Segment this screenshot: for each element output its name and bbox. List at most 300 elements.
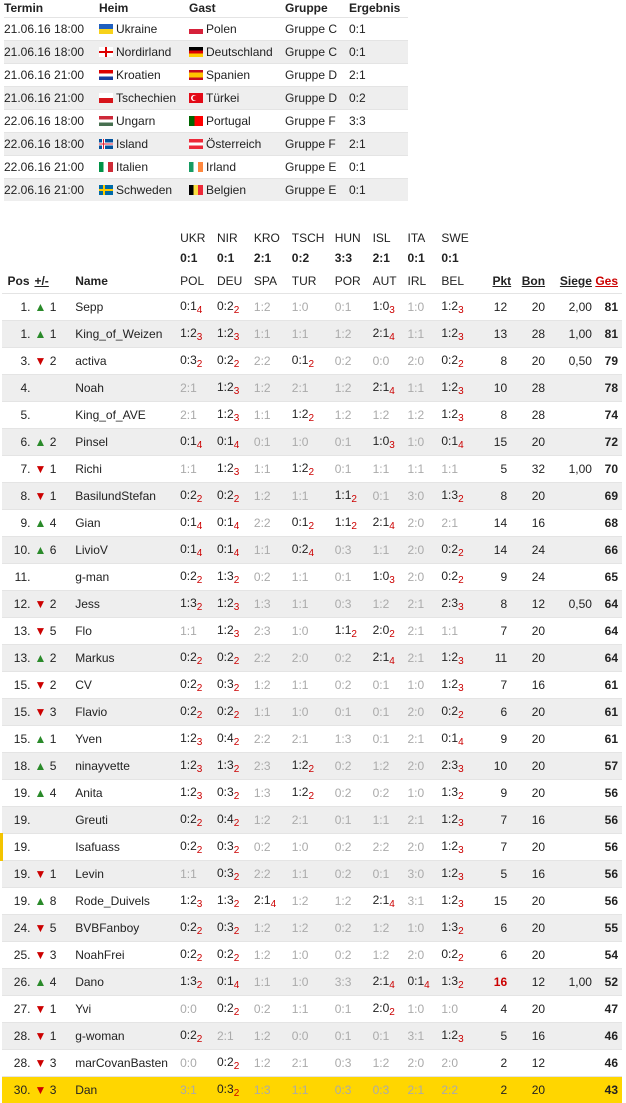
arrow-down-icon: ▼: [34, 1002, 47, 1016]
tip-cell: [217, 969, 254, 996]
tip-value: 1:0: [291, 705, 309, 719]
tip-cell: [217, 645, 254, 672]
tip-value: 1:2: [180, 757, 197, 772]
rank-pkt: 8: [480, 591, 511, 618]
tip-value: 1:1: [291, 867, 309, 881]
tip-value: 0:0: [180, 1056, 197, 1070]
tip-cell: [335, 861, 373, 888]
rank-ges: 56: [592, 780, 622, 807]
rank-pkt: 4: [480, 996, 511, 1023]
tip-value: 1:3: [441, 487, 459, 502]
tip-points: 2: [196, 493, 203, 505]
tip-cell: [441, 564, 480, 591]
tip-cell: [292, 564, 335, 591]
player-name[interactable]: Gian: [75, 510, 180, 537]
ranking-row: [2, 348, 623, 375]
ranking-row: [2, 699, 623, 726]
tip-cell: [373, 483, 408, 510]
player-name[interactable]: Yvi: [75, 996, 180, 1023]
rank-pkt: 8: [480, 348, 511, 375]
tip-cell: [254, 645, 292, 672]
tip-value: 3:0: [407, 489, 425, 503]
tip-points: 2: [458, 547, 464, 559]
tip-cell: [292, 1023, 335, 1050]
tip-points: 4: [233, 547, 240, 559]
tip-cell: [441, 726, 480, 753]
rank-bon: 20: [511, 780, 545, 807]
header-ergebnis: Ergebnis: [349, 0, 401, 15]
ranking-row: [2, 726, 623, 753]
match-ergebnis: 0:1: [349, 156, 408, 179]
tip-value: 0:2: [441, 541, 459, 556]
header-movement-label: +/-: [34, 274, 49, 288]
tip-cell: [217, 618, 254, 645]
tip-value: 1:1: [407, 462, 425, 476]
tip-value: 1:1: [291, 327, 309, 341]
match-row: [4, 110, 408, 133]
tip-cell: [217, 483, 254, 510]
rank-pos: 30.: [2, 1077, 35, 1103]
match-heim: [99, 41, 189, 64]
ranking-row: [2, 861, 623, 888]
tip-value: 1:1: [441, 624, 459, 638]
tip-value: 1:3: [441, 919, 459, 934]
tip-cell: [180, 618, 217, 645]
movement-value: 2: [49, 678, 57, 692]
tip-cell: [254, 429, 292, 456]
tip-cell: [335, 888, 373, 915]
tip-cell: [335, 996, 373, 1023]
tip-cell: [335, 402, 373, 429]
player-name[interactable]: Levin: [75, 861, 180, 888]
player-name[interactable]: activa: [75, 348, 180, 375]
tip-value: 1:1: [253, 327, 271, 341]
tip-cell: [441, 672, 480, 699]
rank-ges: 69: [592, 483, 622, 510]
tip-cell: [335, 1050, 373, 1077]
tip-cell: [254, 699, 292, 726]
tip-points: 3: [458, 412, 464, 424]
tip-value: 1:2: [253, 300, 271, 314]
rank-bon: 20: [511, 429, 545, 456]
rank-bon: 20: [511, 996, 545, 1023]
tip-cell: [407, 726, 441, 753]
be-flag-icon: [189, 185, 203, 195]
tip-value: 1:3: [180, 595, 197, 610]
rank-bon: 20: [511, 294, 545, 321]
tip-cell: [441, 375, 480, 402]
rank-pos: 19.: [2, 888, 35, 915]
tip-value: 1:2: [441, 811, 459, 826]
tip-value: 3:1: [407, 1029, 425, 1043]
match-termin: 21.06.16 18:00: [4, 41, 99, 64]
tip-cell: [407, 645, 441, 672]
tip-cell: [373, 672, 408, 699]
tip-points: 3: [458, 871, 464, 883]
rank-bon: 20: [511, 834, 545, 861]
match-termin: 21.06.16 21:00: [4, 64, 99, 87]
tip-value: 2:1: [441, 516, 459, 530]
ranking-row: [2, 753, 623, 780]
tip-value: 1:3: [441, 973, 459, 988]
tip-cell: [441, 942, 480, 969]
rank-movement: [34, 402, 75, 429]
rank-siege: [545, 483, 592, 510]
player-name[interactable]: Jess: [75, 591, 180, 618]
rank-pos: 28.: [2, 1050, 35, 1077]
rank-bon: 16: [511, 510, 545, 537]
arrow-up-icon: ▲: [34, 894, 47, 908]
tip-cell: [292, 942, 335, 969]
tip-value: 3:0: [407, 867, 425, 881]
match-heim-label: Tschechien: [116, 91, 177, 105]
tip-points: 2: [308, 358, 315, 370]
tip-value: 2:2: [441, 1083, 459, 1097]
tip-cell: [292, 915, 335, 942]
tip-cell: [335, 537, 373, 564]
tip-value: 1:3: [180, 973, 197, 988]
rank-bon: 20: [511, 618, 545, 645]
ranking-row: [2, 402, 623, 429]
tip-points: 2: [233, 655, 240, 667]
player-name[interactable]: Dan: [75, 1077, 180, 1103]
rank-ges: 78: [592, 375, 622, 402]
tip-value: 1:2: [372, 759, 390, 773]
tip-cell: [373, 618, 408, 645]
tip-value: 1:0: [407, 1002, 425, 1016]
movement-value: 8: [49, 894, 57, 908]
match-heim: [99, 179, 189, 202]
match-ergebnis: 0:2: [349, 87, 408, 110]
tip-value: 0:2: [253, 840, 271, 854]
tip-cell: [217, 510, 254, 537]
player-name[interactable]: CV: [75, 672, 180, 699]
game-head: HUN: [334, 230, 361, 245]
rank-siege: 1,00: [545, 321, 592, 348]
tip-value: 0:2: [217, 703, 234, 718]
tip-cell: [217, 1050, 254, 1077]
tip-value: 0:2: [180, 838, 197, 853]
movement-value: 5: [49, 624, 57, 638]
rank-siege: 0,50: [545, 591, 592, 618]
rank-movement: [34, 699, 75, 726]
tip-value: 2:2: [372, 840, 390, 854]
rank-pkt: 9: [480, 726, 511, 753]
rank-movement: [34, 996, 75, 1023]
player-name[interactable]: marCovanBasten: [75, 1050, 180, 1077]
tip-value: 1:0: [372, 298, 390, 313]
tip-value: 1:2: [372, 921, 390, 935]
header-pkt[interactable]: [480, 269, 511, 294]
tip-cell: [407, 564, 441, 591]
tip-cell: [335, 834, 373, 861]
rank-movement: [34, 294, 75, 321]
pt-flag-icon: [189, 116, 203, 126]
movement-value: 5: [49, 759, 57, 773]
movement-value: 2: [49, 597, 57, 611]
tip-value: 0:1: [180, 514, 197, 529]
arrow-down-icon: ▼: [34, 1029, 47, 1043]
tip-cell: [335, 807, 373, 834]
rank-pkt: 16: [480, 969, 511, 996]
tip-value: 1:1: [372, 543, 390, 557]
tip-cell: [180, 888, 217, 915]
tip-cell: [217, 915, 254, 942]
game-head: ISL: [372, 230, 391, 245]
tip-value: 1:1: [253, 705, 271, 719]
match-gruppe: Gruppe C: [285, 18, 349, 41]
player-name[interactable]: Isafuass: [75, 834, 180, 861]
tip-cell: [217, 429, 254, 456]
player-name[interactable]: ninayvette: [75, 753, 180, 780]
tip-value: 0:3: [180, 352, 197, 367]
tip-points: 2: [458, 790, 464, 802]
tip-cell: [292, 618, 335, 645]
tip-value: 0:2: [180, 811, 197, 826]
tip-value: 2:2: [253, 516, 271, 530]
tip-points: 4: [389, 898, 395, 910]
tip-cell: [373, 780, 408, 807]
rank-ges: 74: [592, 402, 622, 429]
tip-cell: [292, 699, 335, 726]
tip-cell: [335, 672, 373, 699]
tip-cell: [254, 780, 292, 807]
tip-cell: [441, 429, 480, 456]
movement-value: 4: [49, 516, 57, 530]
tip-value: 1:2: [253, 813, 271, 827]
player-name[interactable]: Pinsel: [75, 429, 180, 456]
rank-pkt: 7: [480, 807, 511, 834]
tip-value: 1:2: [253, 1029, 271, 1043]
match-ergebnis: 0:1: [349, 41, 408, 64]
tip-cell: [407, 915, 441, 942]
rank-pos: 1.: [2, 321, 35, 348]
tip-cell: [373, 537, 408, 564]
arrow-up-icon: ▲: [34, 786, 47, 800]
tip-cell: [335, 726, 373, 753]
tip-value: 1:1: [291, 1002, 309, 1016]
tip-cell: [254, 888, 292, 915]
rank-pkt: 14: [480, 510, 511, 537]
rank-siege: 1,00: [545, 456, 592, 483]
rank-movement: [34, 510, 75, 537]
player-name[interactable]: BasilundStefan: [75, 483, 180, 510]
header-pos: Pos: [7, 274, 30, 288]
player-name[interactable]: BVBFanboy: [75, 915, 180, 942]
player-name[interactable]: King_of_Weizen: [75, 321, 180, 348]
player-name[interactable]: Greuti: [75, 807, 180, 834]
tip-value: 1:2: [217, 325, 234, 340]
rank-bon: 20: [511, 915, 545, 942]
tip-value: 0:2: [180, 649, 197, 664]
header-bon[interactable]: [511, 269, 545, 294]
tip-value: 0:2: [180, 1027, 197, 1042]
player-name[interactable]: Richi: [75, 456, 180, 483]
rank-ges: 56: [592, 807, 622, 834]
tip-cell: [217, 375, 254, 402]
tip-value: 2:2: [253, 732, 271, 746]
arrow-up-icon: ▲: [34, 516, 47, 530]
tip-points: 3: [389, 439, 395, 451]
tip-cell: [407, 969, 441, 996]
player-name[interactable]: NoahFrei: [75, 942, 180, 969]
match-gast-label: Türkei: [206, 91, 240, 105]
player-name[interactable]: Noah: [75, 375, 180, 402]
tip-value: 2:1: [372, 325, 390, 340]
tip-points: 3: [458, 655, 464, 667]
player-name[interactable]: Dano: [75, 969, 180, 996]
tip-value: 0:2: [441, 703, 459, 718]
rank-ges: 79: [592, 348, 622, 375]
arrow-up-icon: ▲: [34, 759, 47, 773]
tip-value: 2:3: [441, 595, 459, 610]
movement-value: 2: [49, 435, 57, 449]
tip-value: 1:2: [217, 460, 234, 475]
tip-cell: [180, 1050, 217, 1077]
ranking-row: [2, 645, 623, 672]
tip-cell: [335, 699, 373, 726]
tip-value: 1:2: [441, 838, 459, 853]
rank-pos: 8.: [2, 483, 35, 510]
tip-value: 0:4: [217, 811, 234, 826]
rank-siege: [545, 915, 592, 942]
tip-value: 0:3: [217, 838, 234, 853]
player-name[interactable]: Sepp: [75, 294, 180, 321]
tip-cell: [254, 510, 292, 537]
rank-bon: 28: [511, 402, 545, 429]
movement-value: 3: [49, 948, 57, 962]
rank-pos: 3.: [2, 348, 35, 375]
match-gast-label: Irland: [206, 160, 237, 174]
tip-value: 0:3: [217, 865, 234, 880]
tip-value: 1:1: [372, 813, 390, 827]
tip-value: 0:1: [291, 514, 309, 529]
tip-value: 1:2: [441, 298, 459, 313]
tip-points: 4: [458, 736, 464, 748]
tip-value: 0:1: [334, 300, 352, 314]
ranking-row: [2, 1077, 623, 1103]
tip-cell: [407, 996, 441, 1023]
player-name[interactable]: g-man: [75, 564, 180, 591]
player-name[interactable]: Flo: [75, 618, 180, 645]
player-name[interactable]: Rode_Duivels: [75, 888, 180, 915]
rank-ges: 46: [592, 1050, 622, 1077]
ranking-row: [2, 537, 623, 564]
rank-ges: 56: [592, 861, 622, 888]
player-name[interactable]: Markus: [75, 645, 180, 672]
tip-cell: [217, 780, 254, 807]
player-name[interactable]: Flavio: [75, 699, 180, 726]
tip-cell: [407, 618, 441, 645]
rank-ges: 54: [592, 942, 622, 969]
rank-pos: 26.: [2, 969, 35, 996]
tip-cell: [441, 1023, 480, 1050]
tip-value: 1:2: [441, 676, 459, 691]
tip-value: 0:2: [441, 352, 459, 367]
header-ges[interactable]: [592, 269, 622, 294]
movement-value: 1: [49, 1029, 57, 1043]
it-flag-icon: [99, 162, 113, 172]
arrow-up-icon: ▲: [34, 651, 47, 665]
header-siege[interactable]: [545, 269, 592, 294]
rank-movement: [34, 672, 75, 699]
tip-cell: [180, 753, 217, 780]
rank-ges: 72: [592, 429, 622, 456]
tip-cell: [180, 699, 217, 726]
tip-cell: [441, 915, 480, 942]
tip-value: 1:1: [407, 381, 425, 395]
player-name[interactable]: Anita: [75, 780, 180, 807]
arrow-down-icon: ▼: [34, 1083, 47, 1097]
player-name[interactable]: King_of_AVE: [75, 402, 180, 429]
rank-pkt: 8: [480, 483, 511, 510]
tip-value: 2:0: [407, 759, 425, 773]
tip-points: 2: [196, 574, 203, 586]
rank-pos: 11.: [2, 564, 35, 591]
tip-cell: [335, 1023, 373, 1050]
tip-cell: [373, 591, 408, 618]
rank-pkt: 8: [480, 402, 511, 429]
tip-value: 0:1: [334, 1002, 352, 1016]
match-heim-label: Ungarn: [116, 114, 156, 128]
rank-pos: 24.: [2, 915, 35, 942]
ranking-row: [2, 429, 623, 456]
tip-cell: [180, 348, 217, 375]
tip-value: 0:3: [334, 1083, 352, 1097]
rank-pkt: 5: [480, 861, 511, 888]
tip-value: 2:1: [291, 813, 309, 827]
tip-cell: [407, 537, 441, 564]
game-heads-row: [2, 228, 623, 247]
ua-flag-icon: [99, 24, 113, 34]
tip-cell: [292, 888, 335, 915]
player-name[interactable]: LivioV: [75, 537, 180, 564]
tip-cell: [335, 483, 373, 510]
tip-points: 4: [196, 439, 203, 451]
ranking-row: [2, 996, 623, 1023]
player-name[interactable]: g-woman: [75, 1023, 180, 1050]
tip-value: 0:2: [253, 1002, 271, 1016]
tip-value: 1:0: [407, 921, 425, 935]
match-gast-label: Polen: [206, 22, 237, 36]
tip-value: 2:1: [407, 651, 425, 665]
tip-cell: [373, 456, 408, 483]
at-flag-icon: [189, 139, 203, 149]
tip-cell: [335, 375, 373, 402]
arrow-down-icon: ▼: [34, 597, 47, 611]
rank-pos: 25.: [2, 942, 35, 969]
tip-cell: [292, 537, 335, 564]
tip-value: 1:2: [180, 892, 197, 907]
tip-points: 4: [196, 520, 203, 532]
header-movement[interactable]: [34, 269, 75, 294]
player-name[interactable]: Yven: [75, 726, 180, 753]
rank-siege: [545, 888, 592, 915]
tip-cell: [180, 834, 217, 861]
tip-cell: [407, 699, 441, 726]
header-pkt-label: Pkt: [492, 274, 512, 288]
match-ergebnis: 2:1: [349, 133, 408, 156]
tip-points: 4: [196, 547, 203, 559]
tip-cell: [292, 969, 335, 996]
rank-pos: 6.: [2, 429, 35, 456]
rank-movement: [34, 915, 75, 942]
tip-cell: [407, 456, 441, 483]
game-result: 0:1: [407, 251, 425, 265]
tip-value: 1:2: [291, 757, 309, 772]
tip-points: 4: [389, 331, 395, 343]
tip-value: 1:0: [291, 624, 309, 638]
